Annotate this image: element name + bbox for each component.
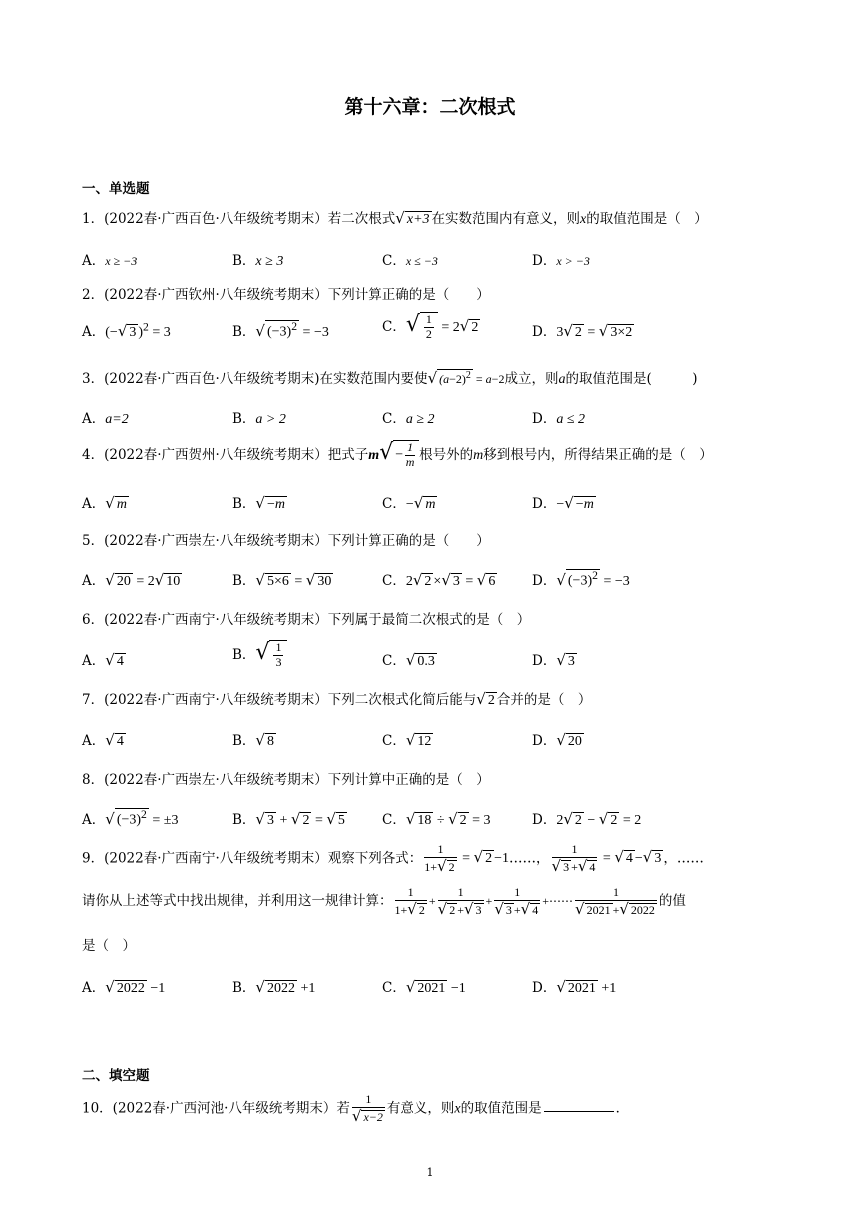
question-2-stem: 2．(2022春·广西钦州·八年级统考期末）下列计算正确的是（ ） [82,287,490,303]
q7-option-b[interactable]: B．√ 8 [232,731,274,749]
option-label: A． [82,324,106,340]
option-math: a=2 [105,412,129,427]
option-label: C． [382,253,406,269]
q3-option-c[interactable] [382,407,435,428]
q10-stem-tail: ． [615,1100,630,1117]
option-math: x ≥ 3 [255,254,284,269]
q9-option-d[interactable]: D．√ 2021 +1 [532,978,617,996]
q9-option-c[interactable]: C．√ 2021 −1 [382,978,466,996]
option-label: D． [532,411,557,427]
q8-option-d[interactable]: D．2√ 2 − √ 2 = 2 [532,810,642,828]
q5-option-b[interactable]: B．√ 5×6 = √ 30 [232,571,332,589]
option-label: A． [82,980,106,996]
option-math: x ≤ −3 [405,254,438,268]
question-5-stem: 5．(2022春·广西崇左·八年级统考期末）下列计算正确的是（ ） [82,533,490,549]
q1-option-d[interactable] [532,249,590,269]
question-6-stem: 6．(2022春·广西南宁·八年级统考期末）下列属于最简二次根式的是（ ） [82,612,531,628]
option-label: D． [532,812,557,828]
question-9-stem: 9．(2022春·广西南宁·八年级统考期末）观察下列各式： $\frac{1}{1+√ 2}$ = √ 2 −1……， $\frac{1}{√ 3 +√ 4}$ = √ 4 −√ 3 ，…… [82,842,704,875]
q4-option-c[interactable]: C．−√ m [382,494,436,512]
q7-stem-before: 7．(2022春·广西南宁·八年级统考期末）下列二次根式化简后能与 [82,692,477,708]
q9-stem-before: 9．(2022春·广西南宁·八年级统考期末）观察下列各式： [82,850,423,867]
radical-icon: √ [395,209,405,227]
q9-line2-text: 请你从上述等式中找出规律，并利用这一规律计算： [82,892,393,909]
q4-stem-before: 4．(2022春·广西贺州·八年级统考期末）把式子 [82,447,369,463]
option-label: D． [532,253,557,269]
option-math: a > 2 [255,412,286,427]
option-label: C． [382,411,406,427]
option-math: a ≥ 2 [405,412,435,427]
option-label: C． [382,812,406,828]
q4-option-b[interactable]: B．√ −m [232,494,286,512]
section-heading-fill-blank: 二、填空题 [82,1068,150,1084]
option-label: C． [382,733,406,749]
q9-ellipsis-2: ，…… [663,850,704,867]
question-8-stem: 8．(2022春·广西崇左·八年级统考期末）下列计算中正确的是（ ） [82,772,490,788]
question-4-stem: 4．(2022春·广西贺州·八年级统考期末）把式子m√ − $\frac{1}{m}$ 根号外的m移到根号内，所得结果正确的是（ ） [82,440,713,470]
option-label: B． [232,647,256,663]
page-title: 第十六章：二次根式 [344,96,516,118]
q5-option-a[interactable]: A．√ 20 = 2√ 10 [82,571,181,589]
option-label: B． [232,411,256,427]
option-label: D． [532,496,557,512]
q5-option-d[interactable]: D．√ $(-3)^2 = -3$ [532,569,630,589]
option-label: A． [82,812,106,828]
q7-option-c[interactable]: C．√ 12 [382,731,432,749]
q4-var: m [473,448,484,463]
answer-blank[interactable] [544,1111,614,1112]
q10-var: x [454,1101,461,1117]
q4-option-a[interactable]: A．√ m [82,494,127,512]
q3-stem-end: 的取值范围是( ) [565,371,698,387]
q3-option-d[interactable] [532,407,585,428]
q9-option-a[interactable]: A．√ 2022 −1 [82,978,166,996]
q7-option-a[interactable]: A．√ 4 [82,731,124,749]
question-9-line3: 是（ ） [82,938,136,954]
q10-stem-before: 10．(2022春·广西河池·八年级统考期末）若 [82,1100,350,1117]
q6-option-c[interactable]: C．√ 0.3 [382,651,435,669]
question-10-stem: 10．(2022春·广西河池·八年级统考期末）若 $\frac{1}{√ x-2}$ 有意义，则x的取值范围是 ． [82,1092,630,1125]
option-label: B． [232,733,256,749]
q2-option-b[interactable]: B．√ $(-3)^2 = -3$ [232,320,329,340]
option-label: B． [232,253,256,269]
q4-option-d[interactable]: D．−√ −m [532,494,594,512]
q1-var: x [580,212,587,227]
option-label: A． [82,496,106,512]
option-label: A． [82,733,106,749]
q5-option-c[interactable]: C．2√ 2 ×√ 3 = √ 6 [382,571,496,589]
option-label: B． [232,496,256,512]
question-1-stem [82,207,708,228]
option-label: A． [82,653,106,669]
q1-stem-before: 1．(2022春·广西百色·八年级统考期末）若二次根式 [82,211,396,227]
q7-stem-after: 合并的是（ ） [496,692,592,708]
option-label: D． [532,653,557,669]
q2-option-a[interactable]: A．(−√ 3 )$^2$ = 3 [82,320,171,340]
q9-ellipsis: ……， [509,850,550,867]
q3-var: a [558,372,566,387]
option-math: a ≤ 2 [556,412,586,427]
q1-stem-end: 的取值范围是（ ） [586,211,708,227]
q2-option-c[interactable]: C．√ $\frac{1}{2}$ = 2√ 2 [382,312,479,342]
q3-option-b[interactable] [232,407,286,428]
q10-stem-after: 有意义，则 [386,1100,455,1117]
section-heading-single-choice: 一、单选题 [82,181,150,197]
option-label: B． [232,980,256,996]
page-number: 1 [426,1166,434,1179]
option-label: C． [382,496,406,512]
q6-option-a[interactable]: A．√ 4 [82,651,124,669]
q3-stem-before: 3．(2022春·广西百色·八年级统考期末)在实数范围内要使 [82,371,428,387]
q6-option-d[interactable]: D．√ 3 [532,651,575,669]
q8-option-b[interactable]: B．√ 3 + √ 2 = √ 5 [232,810,345,828]
q6-option-b[interactable]: B．√ $\frac{1}{3}$ [232,640,287,670]
question-9-line2: 请你从上述等式中找出规律，并利用这一规律计算： $\frac{1}{1+√ 2}$ + $\frac{1}{√ 2 +√ 3}$ + $\frac{1}{√ 3 +√ 4}$ +⋯⋯ $\frac{1}{√ 2021 +√ 2022}$ 的值 [82,885,686,918]
q1-option-c[interactable] [382,249,438,269]
q7-option-d[interactable]: D．√ 20 [532,731,582,749]
q1-radicand: x+3 [406,212,430,227]
option-math: x ≥ −3 [105,254,138,268]
option-label: A． [82,253,106,269]
option-label: D． [532,324,557,340]
question-7-stem: 7．(2022春·广西南宁·八年级统考期末）下列二次根式化简后能与√ 2 合并的是（ ） [82,690,592,708]
q9-line2-end: 的值 [658,892,686,909]
option-label: C． [382,980,406,996]
option-label: D． [532,733,557,749]
q8-option-c[interactable]: C．√ 18 ÷ √ 2 = 3 [382,810,491,828]
option-label: C． [382,573,406,589]
option-label: C． [382,653,406,669]
option-label: D． [532,980,557,996]
option-label: D． [532,573,557,589]
q4-stem-after: 根号外的 [419,447,474,463]
option-math: x > −3 [556,254,590,268]
option-label: C． [382,319,406,335]
q4-stem-end: 移到根号内，所得结果正确的是（ ） [483,447,713,463]
option-label: B． [232,573,256,589]
q3-option-a[interactable] [82,407,129,428]
q1-option-a[interactable] [82,249,137,269]
option-label: B． [232,324,256,340]
q10-stem-end: 的取值范围是 [460,1100,542,1117]
q3-stem-after: 成立，则 [504,371,559,387]
option-label: A． [82,573,106,589]
question-3-stem: 3．(2022春·广西百色·八年级统考期末)在实数范围内要使√ $(a-2)^2 = a-2$成立，则a的取值范围是( ) [82,369,698,387]
q1-stem-after: 在实数范围内有意义，则 [431,211,581,227]
q1-option-b[interactable] [232,249,283,270]
q2-option-d[interactable]: D．3√ 2 = √ 3×2 [532,322,633,340]
option-label: A． [82,411,106,427]
q9-option-b[interactable]: B．√ 2022 +1 [232,978,316,996]
q8-option-a[interactable]: A．√ $(-3)^2 = \pm 3$ [82,808,179,828]
option-label: B． [232,812,256,828]
